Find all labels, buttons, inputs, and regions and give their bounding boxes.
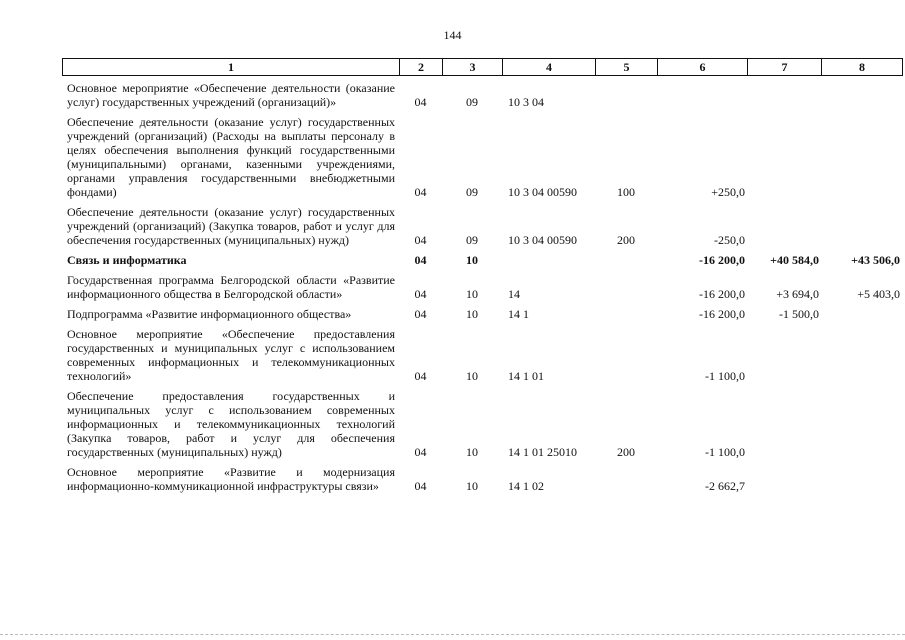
table-row <box>62 270 902 304</box>
row-name: Основное мероприятие «Обеспечение предоставления государственных и муниципальных услуг с использованием современных информационных и телекоммуникационных технологий» <box>67 327 395 383</box>
table-row <box>62 324 902 386</box>
row-section: 04 <box>414 445 427 459</box>
column-header-2: 2 <box>400 59 443 76</box>
row-name: Связь и информатика <box>67 253 187 267</box>
table-row <box>62 386 902 462</box>
row-section: 04 <box>414 369 427 383</box>
row-target-article: 14 1 02 <box>508 479 544 493</box>
row-expense-type <box>595 78 657 112</box>
row-target-article: 14 <box>508 287 520 301</box>
row-value-col8 <box>821 386 902 462</box>
row-value-col8 <box>821 324 902 386</box>
row-value-col7 <box>747 462 821 496</box>
row-value-col8 <box>821 202 902 250</box>
column-header-1: 1 <box>63 59 400 76</box>
row-expense-type <box>595 250 657 270</box>
row-value-col6: -2 662,7 <box>705 479 745 493</box>
row-value-col7 <box>747 324 821 386</box>
row-subsection: 09 <box>466 95 478 109</box>
column-header-3: 3 <box>443 59 503 76</box>
row-value-col7 <box>747 112 821 202</box>
column-header-7: 7 <box>748 59 822 76</box>
row-subsection: 09 <box>466 185 478 199</box>
row-value-col6: -1 100,0 <box>705 445 745 459</box>
row-section: 04 <box>414 233 427 247</box>
row-expense-type <box>595 324 657 386</box>
row-name: Основное мероприятие «Развитие и модернизация информационно-коммуникационной инфраструктуры связи» <box>67 465 395 493</box>
table-row <box>62 202 902 250</box>
row-section: 04 <box>414 185 427 199</box>
row-section: 04 <box>414 287 427 301</box>
row-value-col6: +250,0 <box>711 185 745 199</box>
row-value-col7 <box>747 202 821 250</box>
row-target-article: 14 1 <box>508 307 529 321</box>
row-name: Подпрограмма «Развитие информационного общества» <box>67 307 352 321</box>
row-value-col6: -16 200,0 <box>699 253 745 267</box>
row-name: Обеспечение деятельности (оказание услуг) государственных учреждений (организаций) (Расходы на выплаты персоналу в целях обеспечения выполнения функций государственными (муниципальными) органами, казенными учреждениями, органами управления государственными внебюджетными фондами) <box>67 115 395 199</box>
table-row <box>62 78 902 112</box>
row-expense-type: 200 <box>617 233 635 247</box>
row-subsection: 10 <box>466 307 478 321</box>
column-header-5: 5 <box>596 59 658 76</box>
row-value-col6: -1 100,0 <box>705 369 745 383</box>
row-expense-type: 200 <box>617 445 635 459</box>
row-subsection: 10 <box>466 287 478 301</box>
column-header-row <box>62 58 903 76</box>
row-value-col6: -16 200,0 <box>699 287 745 301</box>
row-name: Основное мероприятие «Обеспечение деятельности (оказание услуг) государственных учреждений (организаций)» <box>67 81 395 109</box>
table-row <box>62 304 902 324</box>
row-subsection: 10 <box>466 445 478 459</box>
row-name: Обеспечение деятельности (оказание услуг) государственных учреждений (организаций) (Закупка товаров, работ и услуг для обеспечения государственных (муниципальных) нужд) <box>67 205 395 247</box>
column-header-4: 4 <box>503 59 596 76</box>
row-target-article: 10 3 04 <box>508 95 544 109</box>
column-header-8: 8 <box>822 59 903 76</box>
row-value-col8 <box>821 304 902 324</box>
table-row <box>62 112 902 202</box>
row-name: Обеспечение предоставления государственных и муниципальных услуг с использованием современных информационных и телекоммуникационных технологий (Закупка товаров, работ и услуг для обеспечения государственных (муниципальных) нужд) <box>67 389 395 459</box>
row-value-col7: -1 500,0 <box>779 307 819 321</box>
row-section: 04 <box>414 307 427 321</box>
row-value-col7 <box>747 386 821 462</box>
row-value-col8 <box>821 462 902 496</box>
row-expense-type <box>595 270 657 304</box>
table-row <box>62 250 902 270</box>
row-value-col8 <box>821 112 902 202</box>
row-value-col8 <box>821 78 902 112</box>
row-subsection: 09 <box>466 233 478 247</box>
column-header-6: 6 <box>658 59 748 76</box>
row-value-col7: +3 694,0 <box>776 287 819 301</box>
row-section: 04 <box>414 253 427 267</box>
budget-table <box>62 78 902 496</box>
row-value-col7: +40 584,0 <box>770 253 819 267</box>
page-number: 144 <box>443 28 462 42</box>
row-target-article: 14 1 01 <box>508 369 544 383</box>
row-subsection: 10 <box>466 479 478 493</box>
row-value-col8: +43 506,0 <box>851 253 900 267</box>
row-target-article: 14 1 01 25010 <box>508 445 577 459</box>
row-value-col6: -16 200,0 <box>699 307 745 321</box>
row-expense-type <box>595 304 657 324</box>
row-section: 04 <box>414 95 427 109</box>
row-target-article: 10 3 04 00590 <box>508 233 577 247</box>
row-subsection: 10 <box>466 369 478 383</box>
row-expense-type: 100 <box>617 185 635 199</box>
row-target-article: 10 3 04 00590 <box>508 185 577 199</box>
row-subsection: 10 <box>466 253 478 267</box>
row-value-col8: +5 403,0 <box>857 287 900 301</box>
row-target-article <box>502 250 595 270</box>
row-value-col6 <box>657 78 747 112</box>
row-name: Государственная программа Белгородской области «Развитие информационного общества в Белгородской области» <box>67 273 395 301</box>
scan-edge-line <box>0 634 905 635</box>
row-expense-type <box>595 462 657 496</box>
row-value-col6: -250,0 <box>714 233 745 247</box>
row-section: 04 <box>414 479 427 493</box>
row-value-col7 <box>747 78 821 112</box>
table-row <box>62 462 902 496</box>
